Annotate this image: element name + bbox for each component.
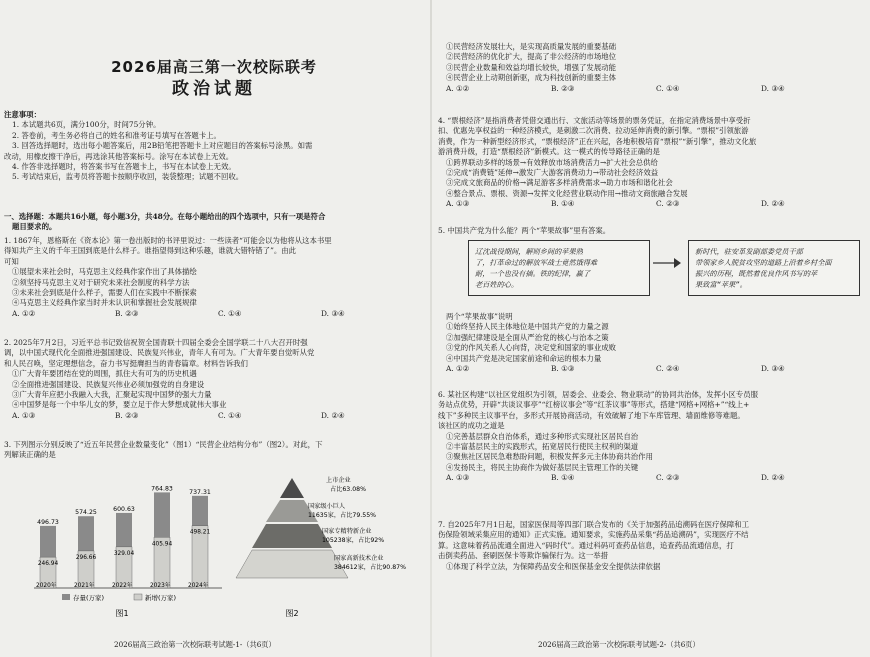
q4-stem: 4. “票根经济”是指消费者凭借交通出行、文旅活动等场景的票务凭证，在指定消费场景中享受折 [438,116,751,125]
q1-option: ①展望未来社会时，马克思主义经典作家作出了具体描绘 [12,267,197,277]
q6-stem: 务站点优势，开辟“共谈议事亭”“红榜议事会”等“红茶议事”等形式，搭建“网格+网格+”“线上+ [438,400,750,410]
exam-title: 2026届高三第一次校际联考 [111,58,317,76]
bar-new-label: 405.94 [151,541,173,548]
choice-c[interactable]: C. ①④ [218,410,242,420]
x-tick-label: 2020年 [36,583,57,589]
page-fold [430,0,432,657]
pyramid-label: 上市企业 [326,477,351,484]
pyramid-label: 占比63.08% [330,486,366,493]
bar-stock-label: 600.63 [113,505,135,513]
choice-b[interactable]: B. ①③ [551,364,575,374]
q7-stem: 7. 自2025年7月1日起，国家医保局等四部门联合发布的《关于加强药品追溯码在医疗保障和工 [438,520,750,529]
q6-option: ①完善基层群众自治体系，通过多种形式实现社区居民自治 [446,431,639,441]
legend-stock-label: 存量(万家) [73,594,105,602]
q6-stem: 6. 某社区构建“以社区党组织为引领，居委会、业委会、物业联动”的协同共治体，发挥小区专员服 [438,390,758,399]
q2-stem: 2. 2025年7月2日，习近平总书记致信祝贺全国青联十四届全委会全国学联二十八大召开时强 [4,338,308,347]
q7-stem: 伤保险领域采集应用的通知》正式实施。通知要求，实施药品采集“药品追溯码”，实现医疗不结 [438,530,749,540]
question-4 [438,116,866,210]
q3-option: ①民营经济发展壮大，是实现高质量发展的重要基础 [446,42,616,51]
bar-stock-label: 737.31 [189,488,211,496]
q4-option: ③完成文旅商品的价格→满足游客多样消费需求→助力市场和谐化社会 [446,178,673,188]
q2-option: ④中国梦是每一个中华儿女的梦，要立足于作大梦想成就伟大事业 [12,400,227,410]
q2-option: ②全面推进强国建设、民族复兴伟业必须加强党的自身建设 [12,379,205,389]
q5-mid: 两个“苹果故事”说明 [446,312,513,321]
bar-stock-label: 496.73 [37,518,59,526]
question-6 [438,390,866,484]
pyramid-tier-3 [252,524,332,548]
q3-choices [438,84,866,94]
note-item: 1. 本试题共6页，满分100分，时间75分钟。 [12,120,161,130]
q1-option: ②须坚持马克思主义对于研究未来社会制度的科学方法 [12,277,190,287]
q3-option: ④民营企业上动期创新驱，成为科技创新的重要主体 [446,73,616,83]
choice-d[interactable]: D. ②④ [321,410,345,420]
bar-new-label: 246.94 [37,561,59,568]
pyramid-label: 105238家，占比92% [322,537,385,544]
q4-stem: 消费，作为一种新型经济形式，“票根经济”正在兴起，各地积极培育“票根”“新引擎”，推动文化旅 [438,136,757,146]
q7-stem: 算。这意味着药品流通全面进入“码时代”。通过科码可查药品信息，追查药品流通信息，打 [438,540,734,550]
bar-new-label: 329.04 [113,550,135,557]
apple-story-1: 辽沈战役期间，解则乡间的苹果熟 了，打革命过的解放军战士竟然饿得难 耐，一个也没有摘。铁的纪律，赢了 老百姓的心。 [468,240,650,296]
choice-d[interactable]: D. ③④ [761,364,785,374]
q3-option: ③民营企业数量和效益均增长较快，增强了发展动能 [446,62,616,72]
q2-choices [4,411,424,421]
bar-new-label: 498.21 [189,529,211,536]
q4-option: ④整合景点、票根、资源→发挥文化经营业联动作用→推动文商旅融合发展 [446,188,688,198]
notes-section [4,110,424,183]
q2-option: ①广大青年要团结在党的周围，抓住大有可为的历史机遇 [12,369,197,379]
footer-right: 2026届高三政治第一次校际联考试题-2-（共6页） [538,640,700,649]
choice-d[interactable]: D. ③④ [321,308,345,318]
right-page [438,0,866,657]
q4-choices [438,199,866,209]
choice-c[interactable]: C. ①④ [218,308,242,318]
choice-b[interactable]: B. ①④ [551,199,575,209]
note-item: 5. 考试结束后，监考员将答题卡按顺序收回，装袋整理；试题不回收。 [12,172,244,182]
q1-option: ④马克思主义经典作家当时并未认识和掌握社会发展规律 [12,298,197,308]
pyramid-tier-4 [236,550,348,578]
q7-option: ①体现了科学立法，为保障药品安全和医保基金安全提供法律依据 [446,561,661,571]
choice-a[interactable]: A. ①② [446,83,470,93]
q5-option: ④中国共产党是决定国家前途和命运的根本力量 [446,353,602,363]
q6-stem: 线下”多种民主议事平台，多形式开展协商活动，有效破解了地下车库管理、墙面维修等难题。 [438,410,745,420]
pyramid-label: 国家高新技术企业 [334,555,384,562]
q3-stem: 3. 下列图示分别反映了“近五年民营企业数量变化”（图1）“民营企业结构分布”（图2）。对此，下 [4,440,323,449]
q7-stem: 击倒卖药品、套刷医保卡等欺诈骗保行为。这一举措 [438,551,608,561]
question-1 [4,236,424,319]
note-item: 2. 答卷前，考生务必将自己的姓名和准考证号填写在答题卡上。 [12,130,221,140]
q4-option: ②完成“消费链”延伸→激发广大游客消费动力→带动社会经济效益 [446,168,659,178]
legend-stock-swatch [62,594,70,600]
q5-stem: 5. 中国共产党为什么能？两个“苹果故事”里有答案。 [438,226,611,235]
pyramid-label: 国家专精特新企业 [322,528,372,535]
question-5 [438,226,866,236]
legend-new-label: 新增(万家) [145,594,177,602]
note-item: 4. 作答非选择题时，将答案书写在答题卡上，书写在本试卷上无效。 [12,162,236,172]
bar-stock-label: 764.83 [151,485,173,493]
bar-new-label: 296.66 [75,554,97,561]
q1-stem: 可知 [4,256,19,266]
q6-choices [438,473,866,483]
figure-2-caption: 图2 [285,609,299,618]
q6-option: ②丰富基层民主的实践形式，拓宽居民行使民主权利的渠道 [446,442,639,452]
choice-b[interactable]: B. ②③ [551,83,575,93]
x-tick-label: 2023年 [150,583,171,589]
choice-c[interactable]: C. ②③ [656,199,680,209]
x-tick-label: 2024年 [188,583,209,589]
choice-c[interactable]: C. ①④ [656,83,680,93]
section1-heading: 一、选择题：本题共16小题，每小题3分，共48分。在每小题给出的四个选项中，只有一项是符合 题目要求的。 [4,212,326,232]
q1-stem: 1. 1867年，恩格斯在《资本论》第一卷出版时的书评里说过：一些读者“可能会以为他将从这本书里 [4,236,332,245]
q2-stem: 和人民召唤，坚定理想信念，奋力书写挺膺担当的青春篇章。材料告诉我们 [4,358,248,368]
q5-option: ①始终坚持人民主体地位是中国共产党的力量之源 [446,322,609,332]
pyramid-label: 384612家，占比90.87% [334,564,406,571]
q3-stem: 列解读正确的是 [4,450,56,460]
q6-stem: 该社区的成功之道是 [438,421,505,431]
q1-choices [4,309,424,319]
choice-b[interactable]: B. ②③ [115,410,139,420]
notes-heading: 注意事项： [4,110,41,119]
choice-a[interactable]: A. ①③ [12,410,36,420]
pyramid-label: 11635家，占比79.55% [308,512,377,519]
choice-d[interactable]: D. ③④ [761,83,785,93]
question-3 [4,440,424,461]
q2-stem: 调，以中国式现代化全面推进强国建设、民族复兴伟业，青年人有可为。广大青年要自觉听从党 [4,348,315,358]
arrow-icon [652,256,682,270]
choice-a[interactable]: A. ①② [12,308,36,318]
q4-stem: 扣、优惠先享权益的一种经济模式，是刺激二次消费、拉动延伸消费的新引擎。“票根”引领旅游 [438,126,749,136]
subject-title: 政治试题 [172,79,256,99]
choice-c[interactable]: C. ②④ [656,364,680,374]
legend-new-swatch [134,594,142,600]
figure-1-bar-chart [22,470,227,620]
q3-option: ②民营经济的优化扩大，提高了非公经济的市场地位 [446,52,616,62]
q4-option: ①跨界联动多样的场景→有效释放市场消费活力→扩大社会总供给 [446,157,658,167]
q6-option: ③聚焦社区居民急难愁盼问题，积极发挥多元主体协商共治作用 [446,452,653,462]
choice-b[interactable]: B. ①④ [551,473,575,483]
figure-2-pyramid [234,470,424,620]
pyramid-tier-1 [280,478,304,498]
q6-option: ④发扬民主，将民主协商作为做好基层民主管理工作的关键 [446,462,639,472]
question-5-body [438,312,866,374]
question-7 [438,520,866,572]
apple-story-2: 新时代，驻安革发副部委党员干部 带领家乡人脱贫攻坚的道路上沿着乡村全面 振兴的历程，既然着优良作风书写的苹 果致富“苹果”。 [688,240,860,296]
choice-d[interactable]: D. ②④ [761,199,785,209]
question-2 [4,338,424,421]
choice-a[interactable]: A. ①② [446,364,470,374]
pyramid-label: 国家级小巨人 [308,503,346,510]
choice-c[interactable]: C. ②③ [656,473,680,483]
q3-options [438,42,866,94]
footer-left: 2026届高三政治第一次校际联考试题-1-（共6页） [114,640,276,649]
x-tick-label: 2021年 [74,583,95,589]
note-item: 改动，用橡皮擦干净后，再选涂其他答案标号。涂写在本试卷上无效。 [4,151,234,161]
q4-stem: 游消费升级，打造“票根经济”新模式。这一模式的传导路径正确的是 [438,147,660,157]
q5-choices [438,364,866,374]
q1-stem: 得知共产主义的千年王国到底是什么样子。谁指望得到这种乐趣，谁就大错特错了”。由此 [4,246,297,256]
note-item: 3. 回答选择题时，选出每小题答案后，用2B铅笔把答题卡上对应题目的答案标号涂黑。如需 [12,141,313,151]
q5-option: ③党的作风关系人心向背，决定党和国家的事业成败 [446,343,616,353]
choice-a[interactable]: A. ①③ [446,199,470,209]
q5-option: ②加强纪律建设是全面从严治党的核心与治本之策 [446,332,609,342]
left-page [4,0,424,657]
choice-b[interactable]: B. ②③ [115,308,139,318]
choice-d[interactable]: D. ②④ [761,473,785,483]
q2-option: ③广大青年应把小我融入大我，汇聚起实现中国梦的强大力量 [12,390,212,400]
choice-a[interactable]: A. ①③ [446,473,470,483]
figure-1-caption: 图1 [115,609,129,618]
bar-stock-label: 574.25 [75,509,97,517]
q1-option: ③未来社会到底是什么样子，需要人们在实践中不断探索 [12,288,197,298]
x-tick-label: 2022年 [112,583,133,589]
